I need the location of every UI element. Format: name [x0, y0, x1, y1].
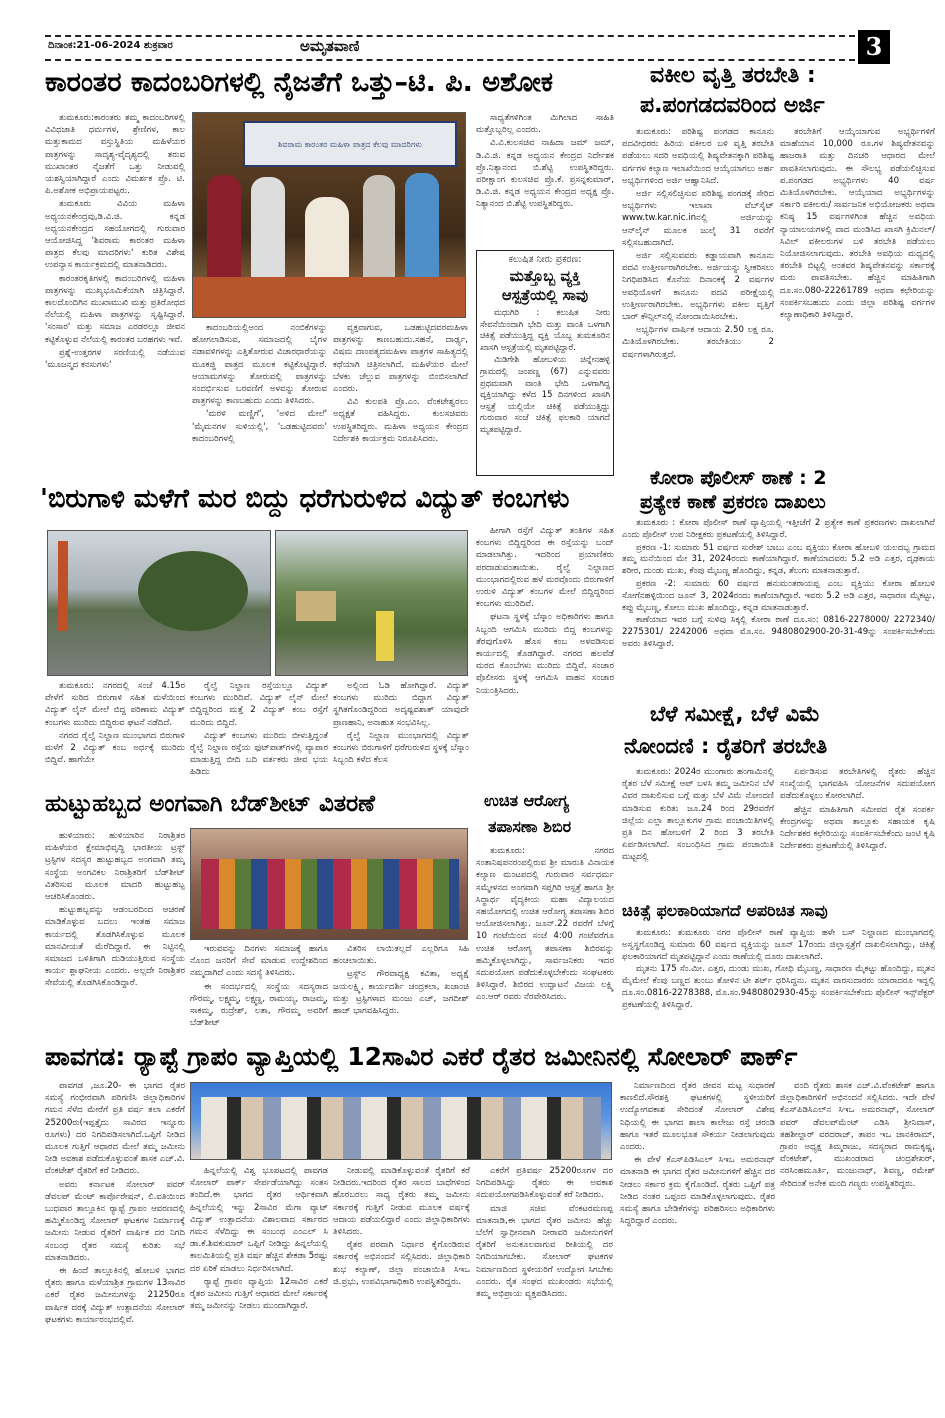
- paragraph: ಹುಟ್ಟುಹಬ್ಬವನ್ನು ಆಡಂಬರದಿಂದ ಆಚರಣೆ ಮಾಡಿಕೊಳ್ಳುವ ಬದಲು ಇಂತಹ ಸಮಾಜ ಕಾರ್ಯದಲ್ಲಿ ತೊಡಗಿಸಿಕೊಳ್ಳುವ ಮೂಲಕ ಮಾನವೀಯತೆ ಮೆರೆದಿದ್ದಾರೆ. ಈ ನಿಟ್ಟಿನಲ್ಲಿ ಸಮಾಜದ ಒಳಿತಿಗಾಗಿ ದುಡಿಯುತ್ತಿರುವ ಸಂಸ್ಥೆಯ ಕಾರ್ಯ ಶ್ಲಾಘನೀಯ ಎಂದರು. ಅಲ್ಲದೇ ನಿರಾಶ್ರಿತರ ಸೇವೆಯಲ್ಲಿ ತೊಡಗಿಸಿಕೊಂಡಿದ್ದಾರೆ.: [45, 905, 185, 989]
- article-storm-col1: [45, 680, 185, 786]
- article-bedsheet-col2: [190, 943, 328, 1036]
- shop-figure: [296, 591, 336, 621]
- headline-solar-park: ಪಾವಗಡ: ರ್‍ಯಾಪ್ಟೆ ಗ್ರಾಪಂ ವ್ಯಾಪ್ತಿಯಲ್ಲಿ 12ಸಾವಿರ ಎಕರೆ ರೈತರ ಜಮೀನಿನಲ್ಲಿ ಸೋಲಾರ್ ಪಾರ್ಕ್: [45, 1042, 798, 1071]
- paragraph: ರ್‍ಯಾಪ್ಟೆ ಗ್ರಾಪಂ ವ್ಯಾಪ್ತಿಯ 12ಸಾವಿರ ಎಕರೆ ರೈತರ ಜಮೀನು ಗುತ್ತಿಗೆ ಆಧಾರದ ಮೇಲೆ ಸರ್ಕಾರಕ್ಕೆ ತಮ್ಮ ಜಮೀನನ್ನು ನೀಡಲು ಮುಂದಾಗಿದ್ದಾರೆ.: [190, 1276, 328, 1312]
- paragraph: ನೀಡುವಲ್ಲಿ ಮಾಡಿಕೊಳ್ಳುವಂತೆ ರೈತರಿಗೆ ಕರೆ ನೀಡಿದರು.ಇದರಿಂದ ರೈತರ ಸಾಲದ ಬಾಧೆಗಳಿಂದ ಹೊರಬರಲು ಸಾಧ್ಯ ರೈತರು ತಮ್ಮ ಜಮೀನು ಸರ್ಕಾರಕ್ಕೆ ಗುತ್ತಿಗೆ ನೀಡುವ ಮೂಲಕ ವರ್ಷಕ್ಕೆ ಆದಾಯ ಪಡೆಯಲಿದ್ದಾರೆ ಎಂದು ಜಿಲ್ಲಾಧಿಕಾರಿಗಳು ತಿಳಿಸಿದರು.: [333, 1166, 470, 1238]
- headline-health-camp-1: ಉಚಿತ ಆರೋಗ್ಯ: [484, 791, 569, 810]
- headline-kora-police-1: ಕೋರಾ ಪೊಲೀಸ್ ಠಾಣೆ : 2: [650, 467, 827, 489]
- article-solar-col2: [190, 1165, 328, 1402]
- article-karanth-col2: [192, 322, 327, 472]
- box-contaminated-water: [476, 250, 614, 476]
- paragraph: ಪ್ರಶ್ನೆ-ಉತ್ತರಗಳ ಸರಣಿಯಲ್ಲಿ ನಡೆಯುವ 'ಮೂಜನ್ಮದ ಕನಸುಗಳು': [45, 347, 185, 371]
- paragraph: ಪ್ರಕರಣ -2: ಸುಮಾರು 60 ವರ್ಷದ ಹನುಮಂತರಾಯಪ್ಪ ಎಂಬ ವ್ಯಕ್ತಿಯು ಕೋರಾ ಹೋಬಳಿ ಸೋಗೆನಹಳ್ಳಿಯಿಂದ ಜೂನ್ 3, 2024ರಂದು ಕಾಣೆಯಾಗಿದ್ದಾರೆ. ಇವರು 5.2 ಅಡಿ ಎತ್ತರ, ಸಾಧಾರಣ ಮೈಕಟ್ಟು, ಕಪ್ಪು ಮೈಬಣ್ಣ, ಕೋಲು ಮುಖ ಹೊಂದಿದ್ದು, ಕನ್ನಡ ಮಾತನಾಡುತ್ತಾರೆ.: [622, 578, 935, 613]
- paragraph: ರೈಲ್ವೆ ನಿಲ್ದಾಣ ಮುಂಭಾಗದಲ್ಲಿ ವಿದ್ಯುತ್ ಕಂಬಗಳು ಬಿರುಗಾಳಿಗೆ ಧರೆಗುರುಳಿದ ಸ್ಥಳಕ್ಕೆ ಬೆಸ್ಕಾಂ ಸಿಬ್ಬಂದಿ ಕಳೆದ ಕೆಲಸ: [333, 730, 469, 766]
- box-kicker: ಕಲುಷಿತ ನೀರು ಪ್ರಕರಣ:: [508, 254, 582, 265]
- photo-bedsheet-distribution: [190, 828, 468, 940]
- paragraph: ಹೀಗಾಗಿ ರಸ್ತೆಗೆ ವಿದ್ಯುತ್ ತಂತಿಗಳ ಸಹಿತ ಕಂಬಗಳು ಬಿದ್ದಿದ್ದರಿಂದ ಈ ರಸ್ತೆಯನ್ನು ಬಂದ್ ಮಾಡಲಾಗಿತ್ತು. ಇದರಿಂದ ಪ್ರಯಾಣಿಕರು ಪರದಾಡುವಂತಾಯಿತು. ರೈಲ್ವೆ ನಿಲ್ದಾಣದ ಮುಂಭಾಗದಲ್ಲಿರುವ ಹಳೆ ಮರವೊಂದು ಬಿರುಗಾಳಿಗೆ ಉರುಳಿ ವಿದ್ಯುತ್ ಕಂಬಗಳ ಮೇಲೆ ಬಿದ್ದಿದ್ದರಿಂದ ಕಂಬಗಳು ಮುರಿದಿವೆ.: [476, 526, 614, 610]
- paragraph: ಹೆಚ್ಚಿನ ಮಾಹಿತಿಗಾಗಿ ಸಮೀಪದ ರೈತ ಸಂಪರ್ಕ ಕೇಂದ್ರಗಳನ್ನು ಅಥವಾ ತಾಲ್ಲೂಕು ಸಹಾಯಕ ಕೃಷಿ ನಿರ್ದೇಶಕರ ಕಛೇರಿಯನ್ನು ಸಂಪರ್ಕಿಸಬೇಕೆಂದು ಜಂಟಿ ಕೃಷಿ ನಿರ್ದೇಶಕರು ಪ್ರಕಟಣೆಯಲ್ಲಿ ತಿಳಿಸಿದ್ದಾರೆ.: [780, 804, 935, 852]
- paragraph: ವ್ಯಕ್ತವಾಗುವ, ಒಡಹುಟ್ಟಿದವರಮಹಿಳಾ ಪಾತ್ರಗಳನ್ನು ಕಾಣಬಹುದು.ಸಹನೆ, ದಾರ್ಢ್ಯ, ವಿಷಮ ದಾಂಪತ್ಯದಮಹಿಳಾ ಪಾತ್ರಗಳ ಸಾಹಿತ್ಯದಲ್ಲಿ ಕಥೆಯಾಗಿ ಚಿತ್ರಿಸಲಾಗಿದೆ. ಮಹಿಳೆಯರ ಮೇಲೆ ಬೆಳಕು ಚೆಲ್ಲುವ ಪಾತ್ರಗಳನ್ನು ಬಿಂಬಿಸಲಾಗಿದೆ ಎಂದರು.: [333, 323, 468, 395]
- headline-advocate-training-2: ಪ.ಪಂಗಡದವರಿಂದ ಅರ್ಜಿ: [640, 93, 825, 118]
- issue-date: ದಿನಾಂಕ:21-06-2024 ಶುಕ್ರವಾರ: [48, 40, 173, 51]
- article-solar-col3: [333, 1165, 470, 1402]
- person-figure: [376, 611, 394, 661]
- paragraph: ಇರುವವನ್ನು ದಿನಗಳು ಸಮಾಜಕ್ಕೆ ಹಾಗೂ ನೊಂದ ಜನರಿಗೆ ಸೇವೆ ಮಾಡುವ ಉದ್ದೇಶದಿಂದ ನಮ್ಮದಾಗಿದೆ ಎಂದು ಸದಸ್ಯೆ ತಿಳಿಸಿದರು.: [190, 944, 328, 979]
- headline-unknown-death: ಚಿಕಿತ್ಸೆ ಫಲಕಾರಿಯಾಗದೆ ಅಪರಿಚಿತ ಸಾವು: [622, 901, 828, 920]
- paragraph: ಕಾರಂತರಕೃತಿಗಳಲ್ಲಿ ಕಾದಂಬರಿಗಳಲ್ಲಿ ಮಹಿಳಾ ಪಾತ್ರಗಳನ್ನು ಮುಖ್ಯಭೂಮಿಕೆಯಾಗಿ ಚಿತ್ರಿಸಿದ್ದಾರೆ. ಕಾಲದೊಂದಿಗಿನ ಮುಖಾಮುಖಿ ಮತ್ತು ಪ್ರತಿರೋಧದ ನೆಲೆಯಲ್ಲಿ ಮಹಿಳಾ ಪಾತ್ರಗಳನ್ನು ಸೃಷ್ಟಿಸಿದ್ದಾರೆ. 'ಸಂಸಾರ' ಮತ್ತು ಸಮಾಜ ಎರಡರಲ್ಲೂ ಜೀವನ ಕಟ್ಟಿಕೊಳ್ಳುವ ನೆಲೆಯಲ್ಲಿ ಕಾರಂತರ ಬರಹಗಳು ಇವೆ.: [45, 273, 185, 345]
- paragraph: 'ಮರಳಿ ಮಣ್ಣಿಗೆ', 'ಅಳಿದ ಮೇಲೆ' 'ಮೈಮನಗಳ ಸುಳಿಯಲ್ಲಿ', 'ಒಡಹುಟ್ಟಿದವರು' ಕಾದಂಬರಿಗಳಲ್ಲಿ: [192, 409, 327, 444]
- paragraph: ವಿವಿ ಕುಲಪತಿ ಪ್ರೊ.ಎಂ. ವೆಂಕಟೇಶ್ವರಲು ಅಧ್ಯಕ್ಷತೆ ವಹಿಸಿದ್ದರು. ಕುಲಸಚಿವರು ಉಪಸ್ಥಿತರಿದ್ದರು. ಮಹಿಳಾ ಅಧ್ಯಯನ ಕೇಂದ್ರದ ನಿರ್ದೇಶಕಿ ಕಾರ್ಯಕ್ರಮ ನಿರೂಪಿಸಿದರು.: [333, 397, 468, 444]
- paragraph: ಈ ವೇಳೆ ಕೆಎಸ್‌ಪಿಡಿಸಿಎಲ್ ಸಿಇಒ ಅಮರನಾಥ್ ಮಾತನಾಡಿ ಈ ಭಾಗದ ರೈತರ ಜಮೀನುಗಳಿಗೆ ಹೆಚ್ಚಿನ ದರ ನೀಡಲು ಸರ್ಕಾರ ಕ್ರಮ ಕೈಗೊಂಡಿದೆ. ರೈತರು ಒಪ್ಪಿಗೆ ಪತ್ರ ನೀಡಿದ ನಂತರ ಒಪ್ಪಂದ ಮಾಡಿಕೊಳ್ಳಲಾಗುವುದು. ರೈತರ ಸಮಸ್ಯೆ ಹಾಗೂ ಬೇಡಿಕೆಗಳನ್ನು ಪರಿಹರಿಸಲು ಅಧಿಕಾರಿಗಳು ಸಿದ್ಧರಿದ್ದಾರೆ ಎಂದರು.: [620, 1155, 775, 1227]
- article-crop-survey-col1: [622, 766, 774, 896]
- article-advocate-col1: [622, 126, 774, 462]
- paragraph: ರೈಲ್ವೆ ನಿಲ್ದಾಣ ರಸ್ತೆಯಲ್ಲೂ ವಿದ್ಯುತ್ ಕಂಬಗಳು ಮುರಿದಿವೆ. ವಿದ್ಯುತ್ ಲೈನ್ ಮೇಲೆ ಬಿದ್ದಿದ್ದರಿಂದ ಮತ್ತೆ 2 ವಿದ್ಯುತ್ ಕಂಬ ರಸ್ತೆಗೆ ಮುರಿದು ಬಿದ್ದಿದೆ.: [190, 681, 328, 728]
- article-karanth-col1: [45, 112, 185, 470]
- paragraph: ತರಬೇತಿಗೆ ಆಯ್ಕೆಯಾಗುವ ಅಭ್ಯರ್ಥಿಗಳಿಗೆ ಮಾಹೆಯಾನ 10,000 ರೂ.ಗಳ ಶಿಷ್ಯವೇತನವನ್ನು ಹಾಜರಾತಿ ಮತ್ತು ದಿನಚರಿ ಆಧಾರದ ಮೇಲೆ ಪಾವತಿಸಲಾಗುವುದು. ಈ ಸೌಲಭ್ಯ ಪಡೆಯಲಿಚ್ಛಿಸುವ ಪ.ಪಂಗಡದ ಅಭ್ಯರ್ಥಿಗಳು 40 ವರ್ಷ ಮಿತಿಯೊಳಗಿರಬೇಕು. ಆಯ್ಕೆಯಾದ ಅಭ್ಯರ್ಥಿಗಳನ್ನು ಸರ್ಕಾರಿ ವಕೀಲರು/ ಸಾರ್ವಜನಿಕ ಅಭಿಯೋಜಕರು ಅಥವಾ ಕನಿಷ್ಠ 15 ವರ್ಷಗಳಿಗಿಂತ ಹೆಚ್ಚಿನ ಅವಧಿಯ ನ್ಯಾಯಾಲಯಗಳಲ್ಲಿ ವಾದ ಮಂಡಿಸಿದ ಖಾಸಗಿ ಕ್ರಿಮಿನಲ್/ಸಿವಿಲ್ ವಕೀಲರುಗಳ ಬಳಿ ತರಬೇತಿ ಪಡೆಯಲು ನಿಯೋಜಿಸಲಾಗುವುದು. ತರಬೇತಿ ಅವಧಿಯ ಮಧ್ಯದಲ್ಲಿ ತರಬೇತಿ ಬಿಟ್ಟಲ್ಲಿ ಅಂತವರ ಶಿಷ್ಯವೇತನವನ್ನು ಸರ್ಕಾರಕ್ಕೆ ಮರು ಪಾವತಿಸಬೇಕು. ಹೆಚ್ಚಿನ ಮಾಹಿತಿಗಾಗಿ ದೂ.ಸಂ.080-22261789 ಅಥವಾ ಕಛೇರಿಯನ್ನು ಸಂಪರ್ಕಿಸಬಹುದು ಎಂದು ಜಿಲ್ಲಾ ಪರಿಶಿಷ್ಟ ವರ್ಗಗಳ ಕಲ್ಯಾಣಾಧಿಕಾರಿ ತಿಳಿಸಿದ್ದಾರೆ.: [780, 127, 935, 321]
- headline-crop-survey-1: ಬೆಳೆ ಸಮೀಕ್ಷೆ, ಬೆಳೆ ವಿಮೆ: [650, 702, 820, 726]
- article-kora-police: [622, 518, 935, 698]
- paragraph: ಪಾವಗಡ ,ಜೂ.20- ಈ ಭಾಗದ ರೈತರ ಸಮಸ್ಯೆ ಗಂಭೀರವಾಗಿ ಪರಿಗಣಿಸಿ ಜಿಲ್ಲಾಧಿಕಾರಿಗಳ ಗಮನ ಸೆಳೆದ ಮೇರೆಗೆ ಪ್ರತಿ ವರ್ಷ ತಲಾ ಎಕರೆಗೆ 25200ರು(ಇಪ್ಪತ್ತೈದು ಸಾವಿರದ ಇನ್ನೂರು ರೂಗಳು) ದರ ನಿಗದಿಪಡಿಸಲಾಗಿದೆ.ಒಪ್ಪಿಗೆ ನೀಡಿದ ಮೂಲಕ ಗುತ್ತಿಗೆ ಆಧಾರದ ಮೇಲೆ ತಮ್ಮ ಜಮೀನು ನೀಡಿ ಅವಕಾಶ ಪಡೆದುಕೊಳ್ಳುವಂತೆ ಶಾಸಕ ಎಚ್.ವಿ. ವೆಂಕಟೇಶ್ ರೈತರಿಗೆ ಕರೆ ನೀಡಿದರು.: [45, 1081, 185, 1177]
- article-karanth-col4: [476, 112, 614, 244]
- headline-kora-police-2: ಪ್ರತ್ಯೇಕ ಕಾಣೆ ಪ್ರಕರಣ ದಾಖಲು: [640, 491, 826, 513]
- paragraph: ತುಮಕೂರು: ಪರಿಶಿಷ್ಟ ಪಂಗಡದ ಕಾನೂನು ಪದವೀಧರರು ಹಿರಿಯ ವಕೀಲರ ಬಳಿ ವೃತ್ತಿ ತರಬೇತಿ ಪಡೆಯಲು ಸದರಿ ಅವಧಿಯಲ್ಲಿ ಶಿಷ್ಯವೇತನಕ್ಕಾಗಿ ಪರಿಶಿಷ್ಟ ವರ್ಗಗಳ ಕಲ್ಯಾಣ ಇಲಾಖೆಯಿಂದ ಆಯ್ಕೆಯಾಗಲು ಅರ್ಹ ಅಭ್ಯರ್ಥಿಗಳಿಂದ ಅರ್ಜಿ ಆಹ್ವಾನಿಸಿದೆ.: [622, 127, 774, 186]
- paragraph: ಹುಳಿಯಾರು: ಹುಳಿಯಾರಿನ ನಿರಾಶ್ರಿತರ ಮಹಿಳೆಯರ ಕ್ಷೇಮಾಭಿವೃದ್ಧಿ ಭಾರತೀಯ ಟ್ರಸ್ಟ್ ಟ್ರಸ್ಟಿಗಳ ಸದಸ್ಯರ ಹುಟ್ಟುಹಬ್ಬದ ಅಂಗವಾಗಿ ತಮ್ಮ ಸಂಸ್ಥೆಯ ಅಂಗವಿಕಲ ನಿರಾಶ್ರಿತರಿಗೆ ಬೆಡ್‌ಶೀಟ್ ವಿತರಿಸುವ ಮೂಲಕ ಮಾದರಿ ಹುಟ್ಟುಹಬ್ಬ ಆಚರಿಸಿಕೊಂಡರು.: [45, 831, 185, 903]
- photo-fallen-tree: [47, 530, 271, 676]
- paragraph: ಮಿಡಿಗೇಶಿ ಹೋಬಳಿಯ ಚಿನ್ನೇನಹಳ್ಳಿ ಗ್ರಾಮದಲ್ಲಿ ಜಂಪಣ್ಣ (67) ಎನ್ನುವವರು ಪ್ರಥಮವಾಗಿ ವಾಂತಿ ಭೇದಿ ಒಳಗಾಗಿದ್ದ ವ್ಯಕ್ತಿಯಾಗಿದ್ದು ಕಳೆದ 15 ದಿನಗಳಿಂದ ಖಾಸಗಿ ಆಸ್ಪತ್ರೆ ಯಲ್ಲಿಯೇ ಚಿಕಿತ್ಸೆ ಪಡೆಯುತ್ತಿದ್ದು ಗುರುವಾರ ಸಂಜೆ ಚಿಕಿತ್ಸೆ ಫಲಕಾರಿ ಯಾಗದೆ ಮೃತಪಟ್ಟಿದ್ದಾರೆ.: [480, 354, 610, 434]
- paragraph: ವಂದಿ ರೈತರು ಶಾಸಕ ಎಚ್.ವಿ.ವೆಂಕಟೇಶ್ ಹಾಗೂ ಜಿಲ್ಲಾಧಿಕಾರಿಗಳಿಗೆ ಅಭಿನಂದನೆ ಸಲ್ಲಿಸಿದರು. ಇದೇ ವೇಳೆ ಕೆಎಸ್‌ಪಿಡಿಸಿಎಲ್‌ನ ಸಿಇಒ ಅಮರನಾಥ್, ಸೋಲಾರ್ ಪವರ್ ಡೆವಲಪ್‌ಮೆಂಟ್ ಎಡಿಸಿ ಶ್ರೀನಿವಾಸ್, ತಹಶೀಲ್ದಾರ್ ವರದರಾಜ್, ತಾಪಂ ಇಒ ಜಾನಕಿರಾಮ್, ಗ್ರಾಪಂ ಅಧ್ಯಕ್ಷ ತಿಮ್ಮರಾಜು, ಸದಸ್ಯರಾದ ರಾಮಕೃಷ್ಣ, ವೆಂಕಟೇಶ್, ಮುಖಂಡರಾದ ಚಂದ್ರಶೇಖರ್, ನರಸಿಂಹಮೂರ್ತಿ, ಮಂಜುನಾಥ್, ಶಿವಣ್ಣ, ರಮೇಶ್ ಸೇರಿದಂತೆ ಅನೇಕ ಮಂದಿ ಗಣ್ಯರು ಉಪಸ್ಥಿತರಿದ್ದರು.: [780, 1081, 935, 1189]
- headline-bedsheet: ಹುಟ್ಟುಹಬ್ಬದ ಅಂಗವಾಗಿ ಬೆಡ್‌ಶೀಟ್ ವಿತರಣೆ: [45, 791, 375, 817]
- header-rule-top: [45, 35, 855, 37]
- photo-karanth-event: [192, 112, 466, 318]
- paragraph: ತುಮಕೂರು: 2024ರ ಮುಂಗಾರು ಹಂಗಾಮಿನಲ್ಲಿ ರೈತರ ಬೆಳೆ ಸಮೀಕ್ಷೆ ಆಪ್ ಬಳಸಿ ತಮ್ಮ ಜಮೀನಿನ ಬೆಳೆ ವಿವರ ದಾಖಲಿಸುವ ಬಗ್ಗೆ ಮತ್ತು ಬೆಳೆ ವಿಮೆ ನೋಂದಣಿ ಮಾಡಿಸುವ ಕುರಿತು ಜೂ.24 ರಿಂದ 29ರವರೆಗೆ ಜಿಲ್ಲೆಯ ಎಲ್ಲಾ ತಾಲ್ಲೂಕುಗಳ ಗ್ರಾಮ ಪಂಚಾಯಿತಿಗಳಲ್ಲಿ ಪ್ರತಿ ದಿನ ಹೋಬಳಿಗೆ 2 ರಿಂದ 3 ತರಬೇತಿ ಏರ್ಪಡಿಸಲಾಗಿದೆ. ಸಂಬಂಧಿಸಿದ ಗ್ರಾಮ ಪಂಚಾಯಿತಿ ಮಟ್ಟದಲ್ಲಿ: [622, 767, 774, 863]
- paragraph: ಕಾಣೆಯಾದ ಇವರ ಬಗ್ಗೆ ಸುಳಿವು ಸಿಕ್ಕಲ್ಲಿ ಕೋರಾ ಠಾಣೆ ದೂ.ಸಂ: 0816-2278000/ 2272340/ 2275301/ 2242006 ಅಥವಾ ಮೊ.ಸಂ. 9480802900-20-31-49ನ್ನು ಸಂಪರ್ಕಿಸಬೇಕೆಂದು ಅವರು ತಿಳಿಸಿದ್ದಾರೆ.: [622, 615, 935, 649]
- paragraph: ತುಮಕೂರು : ಕೋರಾ ಪೊಲೀಸ್ ಠಾಣೆ ವ್ಯಾಪ್ತಿಯಲ್ಲಿ ಇತ್ತೀಚೆಗೆ 2 ಪ್ರತ್ಯೇಕ ಕಾಣೆ ಪ್ರಕರಣಗಳು ದಾಖಲಾಗಿವೆ ಎಂದು ಪೊಲೀಸ್ ಉಪ ನಿರೀಕ್ಷಕರು ಪ್ರಕಟಣೆಯಲ್ಲಿ ತಿಳಿಸಿದ್ದಾರೆ.: [622, 518, 935, 540]
- person-figure: [363, 175, 395, 287]
- article-solar-col6: [780, 1080, 935, 1402]
- paragraph: ಅರ್ಜಿ ಸಲ್ಲಿಸುವವರು ಕಡ್ಡಾಯವಾಗಿ ಕಾನೂನು ಪದವಿ ಉತ್ತೀರ್ಣರಾಗಿರಬೇಕು. ಅರ್ಜಿಯನ್ನು ಸ್ವೀಕರಿಸಲು ನಿಗಧಿಪಡಿಸಿದ ಕೊನೆಯ ದಿನಾಂಕಕ್ಕೆ 2 ವರ್ಷಗಳ ಅವಧಿಯೊಳಗೆ ಕಾನೂನು ಪದವಿ ಪರೀಕ್ಷೆಯಲ್ಲಿ ಉತ್ತೀರ್ಣರಾಗಿರಬೇಕು. ಅಭ್ಯರ್ಥಿಗಳು ವಕೀಲ ವೃತ್ತಿಗೆ ಬಾರ್ ಕೌನ್ಸಿಲ್‌ನಲ್ಲಿ ನೋಂದಾಯಿಸಿರಬೇಕು.: [622, 251, 774, 323]
- event-banner: ಶಿವರಾಮ ಕಾರಂತರ ಮಹಿಳಾ ಪಾತ್ರದ ಕೆಲವು ಮಾದರಿಗಳು: [243, 121, 457, 167]
- paragraph: ತುಮಕೂರು: ನಗರದ ಸಂತಾನಿಷಪನರಂಪಲ್ಲಿರುವ ಶ್ರೀ ಮಾರುತಿ ವಿನಾಯಕ ಕಲ್ಯಾಣ ಮಂಟಪದಲ್ಲಿ ಗುರುವಾರ ಸರ್ವಧರ್ಮ ಸಮ್ಮೇಳನದ ಅಂಗವಾಗಿ ಸಪ್ತಗಿರಿ ಆಸ್ಪತ್ರೆ ಹಾಗೂ ಶ್ರೀ ಸಿದ್ಧಾರ್ಥ ವೈದ್ಯಕೀಯ ಮಹಾ ವಿದ್ಯಾಲಯದ ಸಹಯೋಗದಲ್ಲಿ ಉಚಿತ ಆರೋಗ್ಯ ತಪಾಸಣಾ ಶಿಬಿರ ಆಯೋಜಿಸಲಾಗಿತ್ತು. ಜೂನ್.22 ರವರೆಗೆ ಬೆಳಗ್ಗೆ 10 ಗಂಟೆಯಿಂದ ಸಂಜೆ 4:00 ಗಂಟೆವರೆಗೂ ಉಚಿತ ಆರೋಗ್ಯ ತಪಾಸಣಾ ಶಿಬಿರವನ್ನು ಹಮ್ಮಿಕೊಳ್ಳಲಾಗಿದ್ದು, ಸಾರ್ವಜನಿಕರು ಇದರ ಸದುಪಯೋಗ ಪಡೆದುಕೊಳ್ಳಬೇಕೆಂದು ಸಂಘಟಕರು ತಿಳಿಸಿದ್ದಾರೆ. ಶಿಬಿರದ ಉದ್ಘಾಟನೆ ವಿಜಯ ಲಕ್ಷ್ಮಿ ಎಂ.ಆರ್ ರವರು ನೆರವೇರಿಸಿದರು.: [476, 846, 614, 1003]
- paragraph: ತುಮಕೂರು ವಿವಿಯ ಮಹಿಳಾ ಅಧ್ಯಯನಕೇಂದ್ರವು,ಡಿ.ವಿ.ಜಿ. ಕನ್ನಡ ಅಧ್ಯಯನಕೇಂದ್ರದ ಸಹಯೋಗದಲ್ಲಿ ಗುರುವಾರ ಆಯೋಜಿಸಿದ್ದ 'ಶಿವರಾಮ ಕಾರಂತರ ಮಹಿಳಾ ಪಾತ್ರದ ಕೆಲವು ಮಾದರಿಗಳು' ಕುರಿತ ವಿಶೇಷ ಉಪನ್ಯಾಸ ಕಾರ್ಯಕ್ರಮದಲ್ಲಿ ಮಾತನಾಡಿದರು.: [45, 199, 185, 271]
- article-storm-col4: [476, 525, 614, 787]
- paragraph: ವಿ.ವಿ.ಕುಲಸಚಿವ ನಾಹಿದಾ ಜಮ್ ಜಮ್, ಡಿ.ವಿ.ಜಿ. ಕನ್ನಡ ಅಧ್ಯಯನ ಕೇಂದ್ರದ ನಿರ್ದೇಶಕ ಪ್ರೊ.ನಿತ್ಯಾನಂದ ಬಿ.ಶೆಟ್ಟಿ ಉಪಸ್ಥಿತರಿದ್ದರು. ಪರೀಕ್ಷಾಂಗ ಕುಲಸಚಿವ ಪ್ರೊ.ಕೆ. ಪ್ರಸನ್ನಕುಮಾರ್, ಡಿ.ವಿ.ಜಿ. ಕನ್ನಡ ಅಧ್ಯಯನ ಕೇಂದ್ರದ ಅಧ್ಯಕ್ಷ ಪ್ರೊ. ನಿತ್ಯಾನಂದ ಬಿ.ಶೆಟ್ಟಿ ಉಪಸ್ಥಿತರಿದ್ದರು.: [476, 138, 614, 210]
- paragraph: ತುಮಕೂರು:ಕಾರಂತರು ತಮ್ಮ ಕಾದಂಬರಿಗಳಲ್ಲಿ ವಿವಿಧಜಾತಿ ಧರ್ಮಗಳ, ಶ್ರೇಣಿಗಳ, ಕಾಲ ಮತ್ತುಕಾಮದ ವಸ್ತುಸ್ಥಿತಿಯ ಮಹಿಳೆಯರ ಪಾತ್ರಗಳನ್ನು ಸಾದೃಶ್ಯ-ವೈದೃಶ್ಯದಲ್ಲಿ ತರುವ ಮುಖಾಂತರ ನೈಜತೆಗೆ ಒತ್ತು ನೀಡುವಲ್ಲಿ ಯಶಸ್ವಿಯಾಗಿದ್ದಾರೆ ಎಂದು ವಿಮರ್ಶಕ ಪ್ರೊ. ಟಿ. ಪಿ.ಅಶೋಕ ಅಭಿಪ್ರಾಯಪಟ್ಟರು.: [45, 113, 185, 197]
- paragraph: ನಿರ್ಮಾಣದಿಂದ ರೈತರ ಜೀವನ ಮಟ್ಟ ಸುಧಾರಣೆ ಕಾಣಲಿದೆ.ಸೌರಶಕ್ತಿ ಘಟಕಗಳಲ್ಲಿ ಸ್ಥಳೀಯರಿಗೆ ಉದ್ಯೋಗವಕಾಶ ಸೇರಿದಂತೆ ಸೋಲಾರ್ ವಿಶೇಷ ನಿಧಿಯಲ್ಲಿ ಈ ಭಾಗದ ಶಾಲಾ ಕಾಲೇಜು ರಸ್ತೆ ಚರಂಡಿ ಹಾಗೂ ಇತರೆ ಮೂಲಭೂತ ಸೌಕರ್ಯ ನೀಡಲಾಗುವುದು ಎಂದರು.: [620, 1081, 775, 1153]
- paragraph: ಮಧುಗಿರಿ : ಕಲುಷಿತ ನೀರು ಸೇವನೆಯಿಂದಾಗಿ ಭೇದಿ ಮತ್ತು ವಾಂತಿ ಒಳಗಾಗಿ ಚಿಕಿತ್ಸೆ ಪಡೆಯುತ್ತಿದ್ದ ವ್ಯಕ್ತಿ ಯೊಬ್ಬ ತುಮಕೂರಿನ ಖಾಸಗಿ ಆಸ್ಪತ್ರೆಯಲ್ಲಿ ಮೃತಪಟ್ಟಿದ್ದಾರೆ.: [480, 307, 610, 352]
- box-body: [480, 307, 610, 457]
- article-karanth-col3: [333, 322, 468, 472]
- paragraph: ರೈತರ ಪರವಾಗಿ ನಿರ್ಧಾರ ಕೈಗೊಂಡಿರುವ ಸರ್ಕಾರಕ್ಕೆ ಅಭಿನಂದನೆ ಸಲ್ಲಿಸಿದರು. ಜಿಲ್ಲಾಧಿಕಾರಿ ಶುಭ ಕಲ್ಯಾಣ್, ಜಿಲ್ಲಾ ಪಂಚಾಯಿತಿ ಸಿಇಒ ಜಿ.ಪ್ರಭು, ಉಪವಿಭಾಗಾಧಿಕಾರಿ ಉಪಸ್ಥಿತರಿದ್ದರು.: [333, 1240, 470, 1287]
- headline-crop-survey-2: ನೋಂದಣಿ : ರೈತರಿಗೆ ತರಬೇತಿ: [624, 734, 828, 758]
- seated-officials: [201, 1097, 601, 1160]
- person-figure: [405, 173, 439, 289]
- paragraph: ಅಭ್ಯರ್ಥಿಗಳ ವಾರ್ಷಿಕ ಆದಾಯ 2.50 ಲಕ್ಷ ರೂ. ಮಿತಿಯೊಳಗಿರಬೇಕು. ತರಬೇತಿಯು 2 ವರ್ಷಗಳಾಗಿರುತ್ತದೆ.: [622, 325, 774, 360]
- flag-figure: [58, 541, 68, 631]
- article-storm-col2: [190, 680, 328, 786]
- headline-storm: 'ಬಿರುಗಾಳಿ ಮಳೆಗೆ ಮರ ಬಿದ್ದು ಧರೆಗುರುಳಿದ ವಿದ್ಯುತ್ ಕಂಬಗಳು: [40, 484, 570, 514]
- paragraph: ಈ ಸಂದರ್ಭದಲ್ಲಿ ಸಂಸ್ಥೆಯ ಸದಸ್ಯರಾದ ಗೌರಮ್ಮ, ಲಕ್ಷ್ಮಮ್ಮ, ಲಕ್ಷ್ಮಣ್ಣ, ರಾಮಯ್ಯ, ರಾಜಮ್ಮ, ಸಾಕಮ್ಮ, ರುದ್ರೇಶ್, ಲತಾ, ಗೌರಮ್ಮ ಅವರಿಗೆ ಬೆಡ್‌ಶೀಟ್: [190, 981, 328, 1029]
- headline-karanth: ಕಾರಂತರ ಕಾದಂಬರಿಗಳಲ್ಲಿ ನೈಜತೆಗೆ ಒತ್ತು–ಟಿ. ಪಿ. ಅಶೋಕ: [45, 67, 554, 98]
- article-storm-col3: [333, 680, 469, 786]
- paragraph: ಮೃತನು 175 ಸೆಂ.ಮೀ. ಎತ್ತರ, ದುಂಡು ಮುಖ, ಗೋಧಿ ಮೈಬಣ್ಣ, ಸಾಧಾರಣ ಮೈಕಟ್ಟು ಹೊಂದಿದ್ದು, ಮೃತನ ಮೈಮೇಲೆ ಕೆಂಪು ಬಣ್ಣದ ತುಂಬು ತೋಳಿನ ಟೀ ಶರ್ಟ್ ಧರಿಸಿದ್ದನು. ಮೃತನ ವಾರಸುದಾರರು ಯಾರಾದರೂ ಇದ್ದಲ್ಲಿ ದೂ.ಸಂ.0816-2278388, ಮೊ.ಸಂ.9480802930-45ನ್ನು ಸಂಪರ್ಕಿಸಬೇಕೆಂದು ಪೊಲೀಸ್ ಇನ್ಸ್‌ಪೆಕ್ಟರ್ ಪ್ರಕಟಣೆಯಲ್ಲಿ ತಿಳಿಸಿದ್ದಾರೆ.: [622, 964, 935, 1010]
- person-figure: [207, 175, 241, 287]
- paragraph: ಹಿನ್ನಲೆಯಲ್ಲಿ ವಿಶ್ವ ಭೂಪಟದಲ್ಲಿ ಪಾವಗಡ ಸೋಲಾರ್ ಪಾರ್ಕ್ ಸೇರ್ಪಡೆಯಾಗಿದ್ದು ಸಂತಸ ತಂದಿದೆ.ಈ ಭಾಗದ ರೈತರ ಆರ್ಥಿಕವಾಗಿ ಹಿನ್ನಲೆಯಲ್ಲಿ ಇನ್ನು 2ಸಾವಿರ ಮೆಗಾ ವ್ಯಾಟ್ ವಿದ್ಯುತ್ ಉತ್ಪಾದನೆಯ ವಿಶಾಲವಾದ ಸರ್ಕಾರದ ಗಮನ ಸೆಳೆದಿದ್ದು ಈ ಸಂಬಂಧ ಎಂಎಲ್ ಸಿ ಡಾ.ಕೆ.ಶಿವಕುಮಾರ್ ಒಪ್ಪಿಗೆ ನೀಡಿದ್ದು ಹಿನ್ನಲೆಯಲ್ಲಿ ಕಾಲಮಿತಿಯಲ್ಲಿ ಪ್ರತಿ ವರ್ಷ ಹೆಚ್ಚಿನ ಶೇಕಡಾ 5ರಷ್ಟು ದರ ಏರಿಕೆ ಮಾಡಲು ನಿರ್ಧರಿಸಲಾಗಿದೆ.: [190, 1166, 328, 1274]
- paragraph: ಅರ್ಜಿ ಸಲ್ಲಿಸಲಿಚ್ಛಿಸುವ ಪರಿಶಿಷ್ಟ ಪಂಗಡಕ್ಕೆ ಸೇರಿದ ಅಭ್ಯರ್ಥಿಗಳು ಇಲಾಖಾ ವೆಬ್‌ಸೈಟ್ www.tw.kar.nic.inನಲ್ಲಿ ಅರ್ಜಿಯನ್ನು ಆನ್‌ಲೈನ್ ಮೂಲಕ ಜುಲೈ 31 ರವರೆಗೆ ಸಲ್ಲಿಸಬಹುದಾಗಿದೆ.: [622, 189, 774, 248]
- paragraph: ಮಾಜಿ ಸಚಿವ ವೆಂಕಟರಮಣಪ್ಪ ಮಾತನಾಡಿ,ಈ ಭಾಗದ ರೈತರ ಜಮೀನು ಹೆಚ್ಚು ಬೆಲೆಗೆ ಸ್ವಾಧೀನವಾಗಿ ನೀರಾವರಿ ಜಮೀನುಗಳಿಗೆ ರೈತರಿಗೆ ಅನುಕೂಲವಾಗುವ ರೀತಿಯಲ್ಲಿ ದರ ನಿಗದಿಯಾಗಬೇಕು. ಸೋಲಾರ್ ಘಟಕಗಳ ನಿರ್ಮಾಣದಿಂದ ಸ್ಥಳೀಯರಿಗೆ ಉದ್ಯೋಗ ಸಿಗಬೇಕು ಎಂದರು. ರೈತ ಸಂಘದ ಮುಖಂಡರು ಸಭೆಯಲ್ಲಿ ತಮ್ಮ ಅಭಿಪ್ರಾಯ ವ್ಯಕ್ತಪಡಿಸಿದರು.: [476, 1203, 613, 1300]
- group-figures: [201, 859, 459, 929]
- page-number: 3: [858, 30, 890, 64]
- headline-advocate-training-1: ವಕೀಲ ವೃತ್ತಿ ತರಬೇತಿ :: [650, 63, 816, 88]
- article-solar-col5: [620, 1080, 775, 1402]
- article-health-camp: [476, 845, 614, 1036]
- paragraph: ಅಲ್ಲಿಂದ ಓಡಿ ಹೋಗಿದ್ದಾರೆ. ವಿದ್ಯುತ್ ಕಂಬಗಳು ಮುರಿದು ಬಿದ್ದಾಗ ವಿದ್ಯುತ್ ಸ್ಥಗಿತಗೊಂಡಿದ್ದರಿಂದ ಅದೃಷ್ಟವಶಾತ್ ಯಾವುದೇ ಪ್ರಾಣಹಾನಿ, ಅನಾಹುತ ಸಂಭವಿಸಿಲ್ಲ.: [333, 681, 469, 728]
- paragraph: ವಿದ್ಯುತ್ ಕಂಬಗಳು ಮುರಿದು ಬೀಳುತ್ತಿದ್ದಂತೆ ರೈಲ್ವೆ ನಿಲ್ದಾಣ ರಸ್ತೆಯ ಫುಟ್‌ಪಾತ್‌ಗಳಲ್ಲಿ ವ್ಯಾಪಾರ ಮಾಡುತ್ತಿದ್ದ ಬೀದಿ ಬದಿ ವರ್ತಕರು ಜೀವ ಭಯ ಹಿಡಿದು: [190, 730, 328, 778]
- box-headline: ಮತ್ತೊಬ್ಬ ವ್ಯಕ್ತಿ ಆಸ್ಪತ್ರೆಯಲ್ಲಿ ಸಾವು: [501, 267, 589, 304]
- article-bedsheet-col3: [333, 943, 469, 1036]
- paragraph: ಸಾಧ್ಯತೆಗಳಿಗಿಂತ ಮಿಗಿಲಾದ ಸಾಹಿತಿ ಮತ್ತೊಬ್ಬರಿಲ್ಲ ಎಂದರು.: [476, 113, 614, 136]
- paragraph: ಎಕರೆಗೆ ಪ್ರತಿವರ್ಷ 25200ರೂಗಳ ದರ ನಿಗದಿಪಡಿಸಿದ್ದು ರೈತರು ಈ ಅವಕಾಶ ಸದುಪಯೋಗಪಡಿಸಿಕೊಳ್ಳುವಂತೆ ಕರೆ ನೀಡಿದರು.: [476, 1166, 613, 1201]
- stage-table: [193, 277, 466, 318]
- article-solar-col4: [476, 1165, 613, 1402]
- article-solar-col1: [45, 1080, 185, 1402]
- photo-street-workers: [275, 530, 468, 676]
- paragraph: ಟ್ರಸ್ಟ್‌ನ ಗೌರವಾಧ್ಯಕ್ಷ ಕವಿತಾ, ಅಧ್ಯಕ್ಷೆ ಜಯಲಕ್ಷ್ಮಿ, ಕಾರ್ಯದರ್ಶಿ ಚಂದ್ರಕಲಾ, ಖಜಾಂಚಿ ಮತ್ತು ಟ್ರಸ್ಟಿಗಳಾದ ಮಂಜು ಎಚ್, ಜಗದೀಶ್ ಹಾಜ್ ಭಾಗವಹಿಸಿದ್ದರು.: [333, 969, 469, 1017]
- paragraph: ಈ ಹಿಂದೆ ತಾಲ್ಲೂಕಿನಲ್ಲಿ ಹೋಬಳಿ ಭಾಗದ ರೈತರು ಹಾಗೂ ಮಳೆಯಾಶ್ರಿತ ಗ್ರಾಮಗಳ 13ಸಾವಿರ ಎಕರೆ ರೈತರ ಜಮೀನುಗಳನ್ನು 21250ರೂ ವಾರ್ಷಿಕ ದರಕ್ಕೆ ವಿದ್ಯುತ್ ಉತ್ಪಾದನೆಯ ಸೋಲಾರ್ ಘಟಕಗಳು ಕಾರ್ಯಾರಂಭದಲ್ಲಿವೆ.: [45, 1266, 185, 1325]
- article-bedsheet-col1: [45, 830, 185, 1036]
- article-unknown-death: [622, 928, 935, 1036]
- header-rule-bottom: [45, 59, 855, 61]
- paragraph: ಕಾದಂಬರಿಯಲ್ಲಿಅಂದ ನಂಬಿಕೆಗಳನ್ನು ಹೋಗಲಾಡಿಸುವ, ಸಮಾಜದಲ್ಲಿ ಬೈಗಳ ನಡಾವಳಿಗಳನ್ನು ಎತ್ತಿತೋರುವ ವಿಚಾರಧಾರೆಯನ್ನು ಮೂಕಜ್ಜಿ ಪಾತ್ರದ ಮೂಲಕ ಕಟ್ಟಿಕೊಟ್ಟಿದ್ದಾರೆ. ಆಯಾಮಗಳನ್ನು ತೋರುವಲ್ಲಿ ಪಾತ್ರಗಳನ್ನು ಸಂದರ್ಭಿಸುವ ಬರವಣಿಗೆ ಅಳವನ್ನು ತೋರುವ ಪಾತ್ರಗಳನ್ನು ಕಾಣಬಹುದು ಎಂದು ತಿಳಿಸಿದರು.: [192, 323, 327, 407]
- headline-health-camp-2: ತಪಾಸಣಾ ಶಿಬಿರ: [488, 817, 572, 836]
- photo-solar-meeting: [190, 1082, 612, 1160]
- paragraph: ಅವರು ಕರ್ನಾಟಕ ಸೋಲಾರ್ ಪವರ್ ಡೆವಲಪ್ ಮೆಂಟ್ ಕಾರ್ಪೊರೇಷನ್, ಲಿ.ವತಿಯಿಂದ ಬುಧವಾರ ತಾಲ್ಲೂಕಿನ ರ್‍ಯಾಪ್ಟೆ ಗ್ರಾಪಂ ಆವರಣದಲ್ಲಿ ಹಮ್ಮಿಕೊಂಡಿದ್ದ ಸೋಲಾರ್ ಘಟಕಗಳ ನಿರ್ಮಾಣಕ್ಕೆ ಜಮೀನು ನೀಡುವ ರೈತರಿಗೆ ವಾರ್ಷಿಕ ದರ ನಿಗದಿ ಸಂಬಂಧ ರೈತರ ಸಮಸ್ಯೆ ಕುರಿತು ಸಭೆ ಮಾತನಾಡಿದರು.: [45, 1179, 185, 1263]
- person-figure: [251, 177, 285, 289]
- paragraph: ನಗರದ ರೈಲ್ವೆ ನಿಲ್ದಾಣ ಮುಂಭಾಗದ ಬಿರುಗಾಳಿ ಮಳೆಗೆ 2 ವಿದ್ಯುತ್ ಕಂಬ ಅರ್ಧಕ್ಕೆ ಮುರಿದು ಬಿದ್ದಿವೆ. ಹಾಗೆಯೇ: [45, 730, 185, 766]
- article-crop-survey-col2: [780, 766, 935, 896]
- article-advocate-col2: [780, 126, 935, 462]
- paragraph: ಘಟನಾ ಸ್ಥಳಕ್ಕೆ ಬೆಸ್ಕಾಂ ಅಧಿಕಾರಿಗಳು ಹಾಗೂ ಸಿಬ್ಬಂದಿ ಆಗಮಿಸಿ ಮುರಿದು ಬಿದ್ದ ಕಂಬಗಳನ್ನು ತೆರವುಗೊಳಿಸಿ ಹೊಸ ಕಂಬ ಅಳವಡಿಸುವ ಕಾರ್ಯದಲ್ಲಿ ತೊಡಗಿದ್ದಾರೆ. ನಗರದ ಹಲವೆಡೆ ಮರದ ಕೊಂಬೆಗಳು ಮುರಿದು ಬಿದ್ದಿವೆ. ಸಂಚಾರ ಪೊಲೀಸರು ಸ್ಥಳಕ್ಕೆ ಆಗಮಿಸಿ ವಾಹನ ಸಂಚಾರ ನಿಯಂತ್ರಿಸಿದರು.: [476, 612, 614, 696]
- paragraph: ತುಮಕೂರು: ನಗರದಲ್ಲಿ ಸಂಜೆ 4.15ರ ವೇಳೆಗೆ ಸುರಿದ ಬಿರುಗಾಳಿ ಸಹಿತ ಮಳೆಯಿಂದ ವಿದ್ಯುತ್ ಲೈನ್ ಮೇಲೆ ಬಿದ್ದ ಪರಿಣಾಮ ವಿದ್ಯುತ್ ಕಂಬಗಳು ಮುರಿದು ಬಿದ್ದಿರುವ ಘಟನೆ ನಡೆದಿದೆ.: [45, 681, 185, 728]
- newspaper-name: ಅಮೃತವಾಣಿ: [300, 37, 360, 55]
- paragraph: ತುಮಕೂರು: ತುಮಕೂರು ನಗರ ಪೊಲೀಸ್ ಠಾಣೆ ವ್ಯಾಪ್ತಿಯ ಹಳೇ ಬಸ್ ನಿಲ್ದಾಣದ ಮುಂಭಾಗದಲ್ಲಿ ಅಸ್ವಸ್ಥಗೊಂಡಿದ್ದ ಸುಮಾರು 60 ವರ್ಷದ ವ್ಯಕ್ತಿಯನ್ನು ಜೂನ್ 17ರಂದು ಜಿಲ್ಲಾಸ್ಪತ್ರೆಗೆ ದಾಖಲಿಸಲಾಗಿದ್ದು, ಚಿಕಿತ್ಸೆ ಫಲಕಾರಿಯಾಗದೆ ಮೃತಪಟ್ಟಿದ್ದಾನೆ ಎಂದು ಠಾಣೆಯಲ್ಲಿ ದೂರು ದಾಖಲಾಗಿದೆ.: [622, 928, 935, 962]
- paragraph: ಏರ್ಪಡಿಸುವ ತರಬೇತಿಗಳಲ್ಲಿ ರೈತರು ಹೆಚ್ಚಿನ ಸಂಖ್ಯೆಯಲ್ಲಿ ಭಾಗವಹಿಸಿ ಯೋಜನೆಗಳ ಸದುಪಯೋಗ ಪಡೆದುಕೊಳ್ಳಲು ಕೋರಲಾಗಿದೆ.: [780, 767, 935, 802]
- tree-figure: [138, 551, 248, 631]
- paragraph: ಪ್ರಕರಣ -1: ಸುಮಾರು 51 ವರ್ಷದ ಸುರೇಶ್ ಬಾಬು ಎಂಬ ವ್ಯಕ್ತಿಯು ಕೋರಾ ಹೋಬಳಿ ಯಲದಬ್ಬ ಗ್ರಾಮದ ತಮ್ಮ ಮನೆಯಿಂದ ಮೇ 31, 2024ರಂದು ಕಾಣೆಯಾಗಿದ್ದಾರೆ. ಕಾಣೆಯಾದವರು 5.2 ಅಡಿ ಎತ್ತರ, ದೃಢಕಾಯ ಶರೀರ, ದುಂಡು ಮುಖ, ಕೆಂಪು ಮೈಬಣ್ಣ ಹೊಂದಿದ್ದು, ಕನ್ನಡ, ತೆಲುಗು ಮಾತನಾಡುತ್ತಾರೆ.: [622, 542, 935, 577]
- paragraph: ವಿತರಿಸ ಲಾಯಿತಲ್ಲದೆ ಎಲ್ಲರಿಗೂ ಸಿಹಿ ಹಂಚಲಾಯಿತು.: [333, 944, 469, 967]
